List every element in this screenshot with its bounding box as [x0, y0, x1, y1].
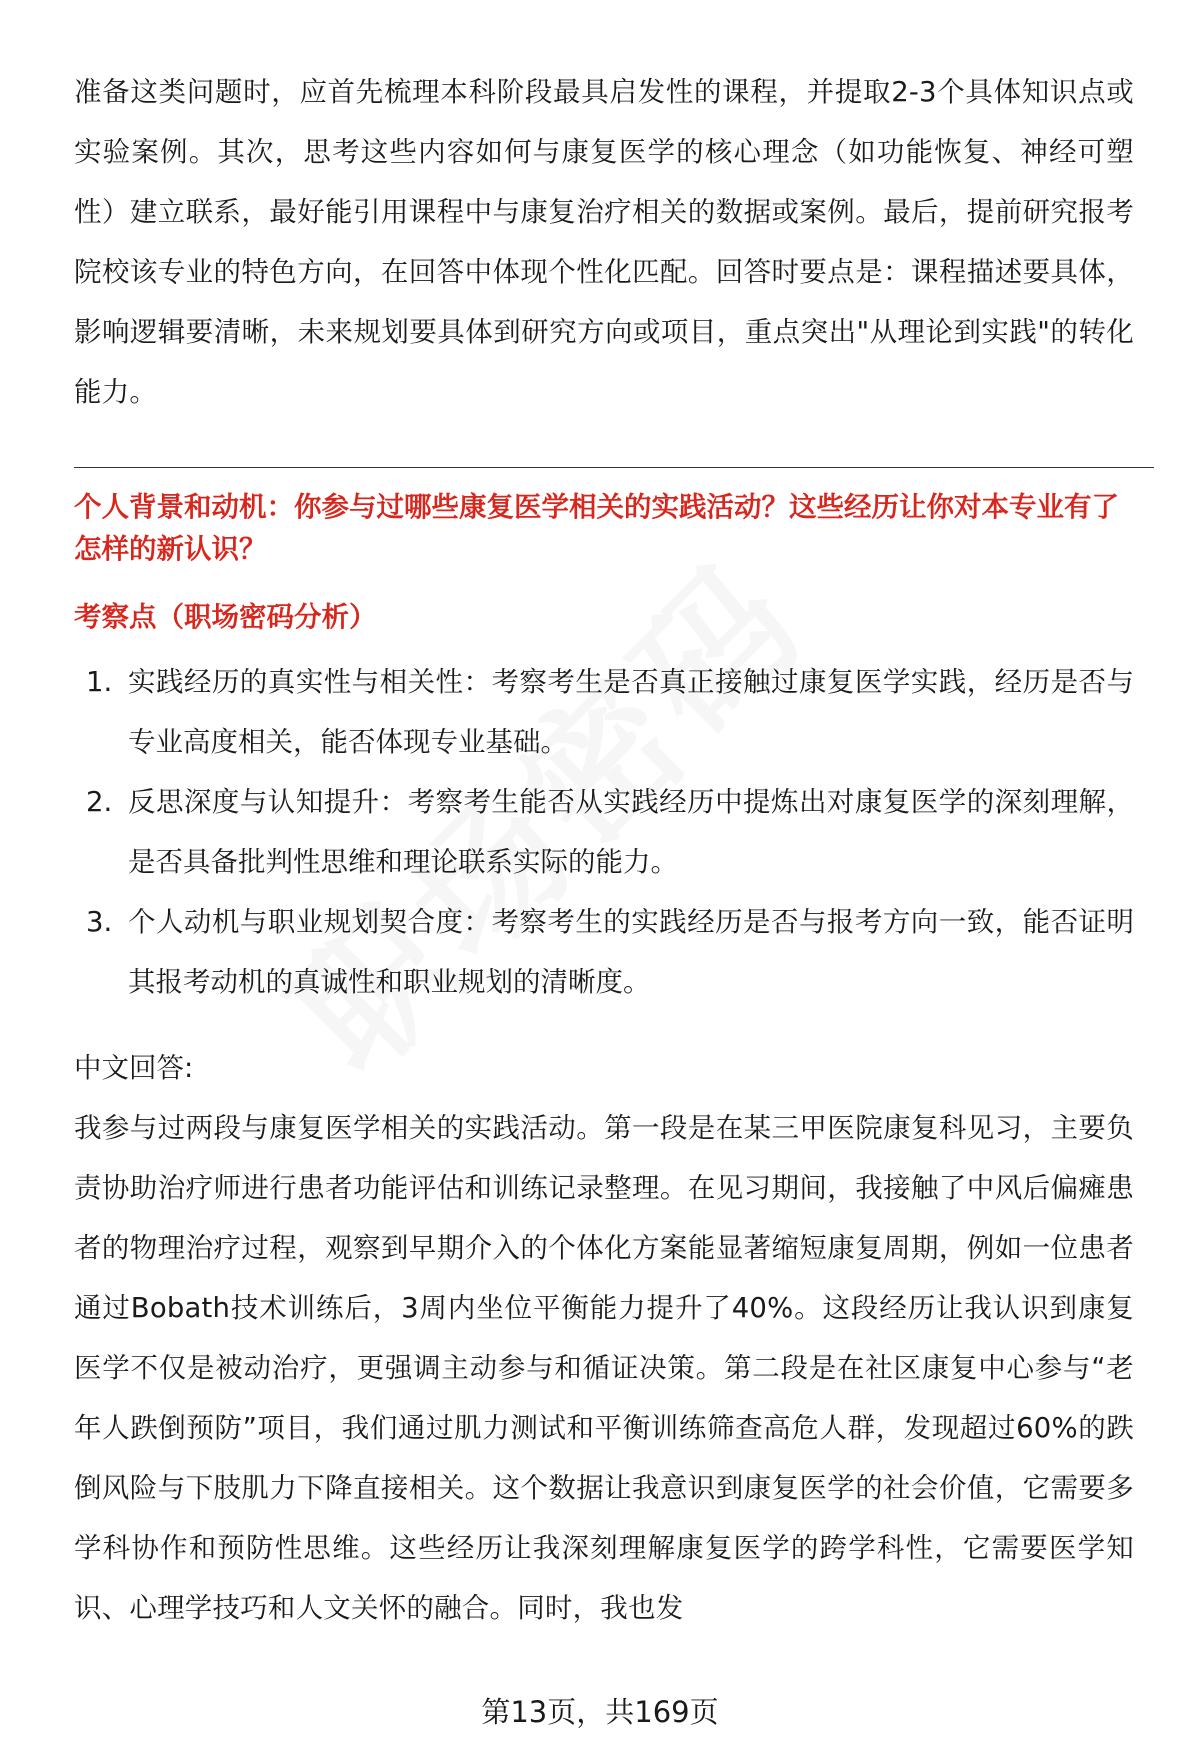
list-item [74, 772, 1134, 892]
list-number: 3. [86, 906, 113, 938]
list-item-text: 实践经历的真实性与相关性：考察考生是否真正接触过康复医学实践，经历是否与专业高度相关，能否体现专业基础。 [128, 666, 1134, 758]
list-item-text: 个人动机与职业规划契合度：考察考生的实践经历是否与报考方向一致，能否证明其报考动机的真诚性和职业规划的清晰度。 [128, 906, 1134, 998]
question-heading: 个人背景和动机：你参与过哪些康复医学相关的实践活动？这些经历让你对本专业有了怎样的新认识？ [74, 491, 1119, 565]
answer-label: 中文回答: [74, 1052, 194, 1084]
page-footer: 第13页，共169页 [481, 1695, 719, 1729]
points-list [74, 652, 1134, 1012]
list-number: 2. [86, 786, 113, 818]
section-divider [74, 467, 1154, 468]
document-page [74, 62, 1134, 1638]
answer-paragraph: 我参与过两段与康复医学相关的实践活动。第一段是在某三甲医院康复科见习，主要负责协助治疗师进行患者功能评估和训练记录整理。在见习期间，我接触了中风后偏瘫患者的物理治疗过程，观察到早期介入的个体化方案能显著缩短康复周期，例如一位患者通过Bobath技术训练后，3周内坐位平衡能力提升了40%。这段经历让我认识到康复医学不仅是被动治疗，更强调主动参与和循证决策。第二段是在社区康复中心参与“老年人跌倒预防”项目，我们通过肌力测试和平衡训练筛查高危人群，发现超过60%的跌倒风险与下肢肌力下降直接相关。这个数据让我意识到康复医学的社会价值，它需要多学科协作和预防性思维。这些经历让我深刻理解康复医学的跨学科性，它需要医学知识、心理学技巧和人文关怀的融合。同时，我也发 [74, 1112, 1134, 1624]
list-item-text: 反思深度与认知提升：考察考生能否从实践经历中提炼出对康复医学的深刻理解，是否具备批判性思维和理论联系实际的能力。 [128, 786, 1134, 878]
list-item [74, 892, 1134, 1012]
list-item [74, 652, 1134, 772]
section-title: 考察点（职场密码分析） [74, 601, 377, 633]
list-number: 1. [86, 666, 113, 698]
intro-paragraph: 准备这类问题时，应首先梳理本科阶段最具启发性的课程，并提取2-3个具体知识点或实验案例。其次，思考这些内容如何与康复医学的核心理念（如功能恢复、神经可塑性）建立联系，最好能引用课程中与康复治疗相关的数据或案例。最后，提前研究报考院校该专业的特色方向，在回答中体现个性化匹配。回答时要点是：课程描述要具体，影响逻辑要清晰，未来规划要具体到研究方向或项目，重点突出"从理论到实践"的转化能力。 [74, 76, 1134, 408]
